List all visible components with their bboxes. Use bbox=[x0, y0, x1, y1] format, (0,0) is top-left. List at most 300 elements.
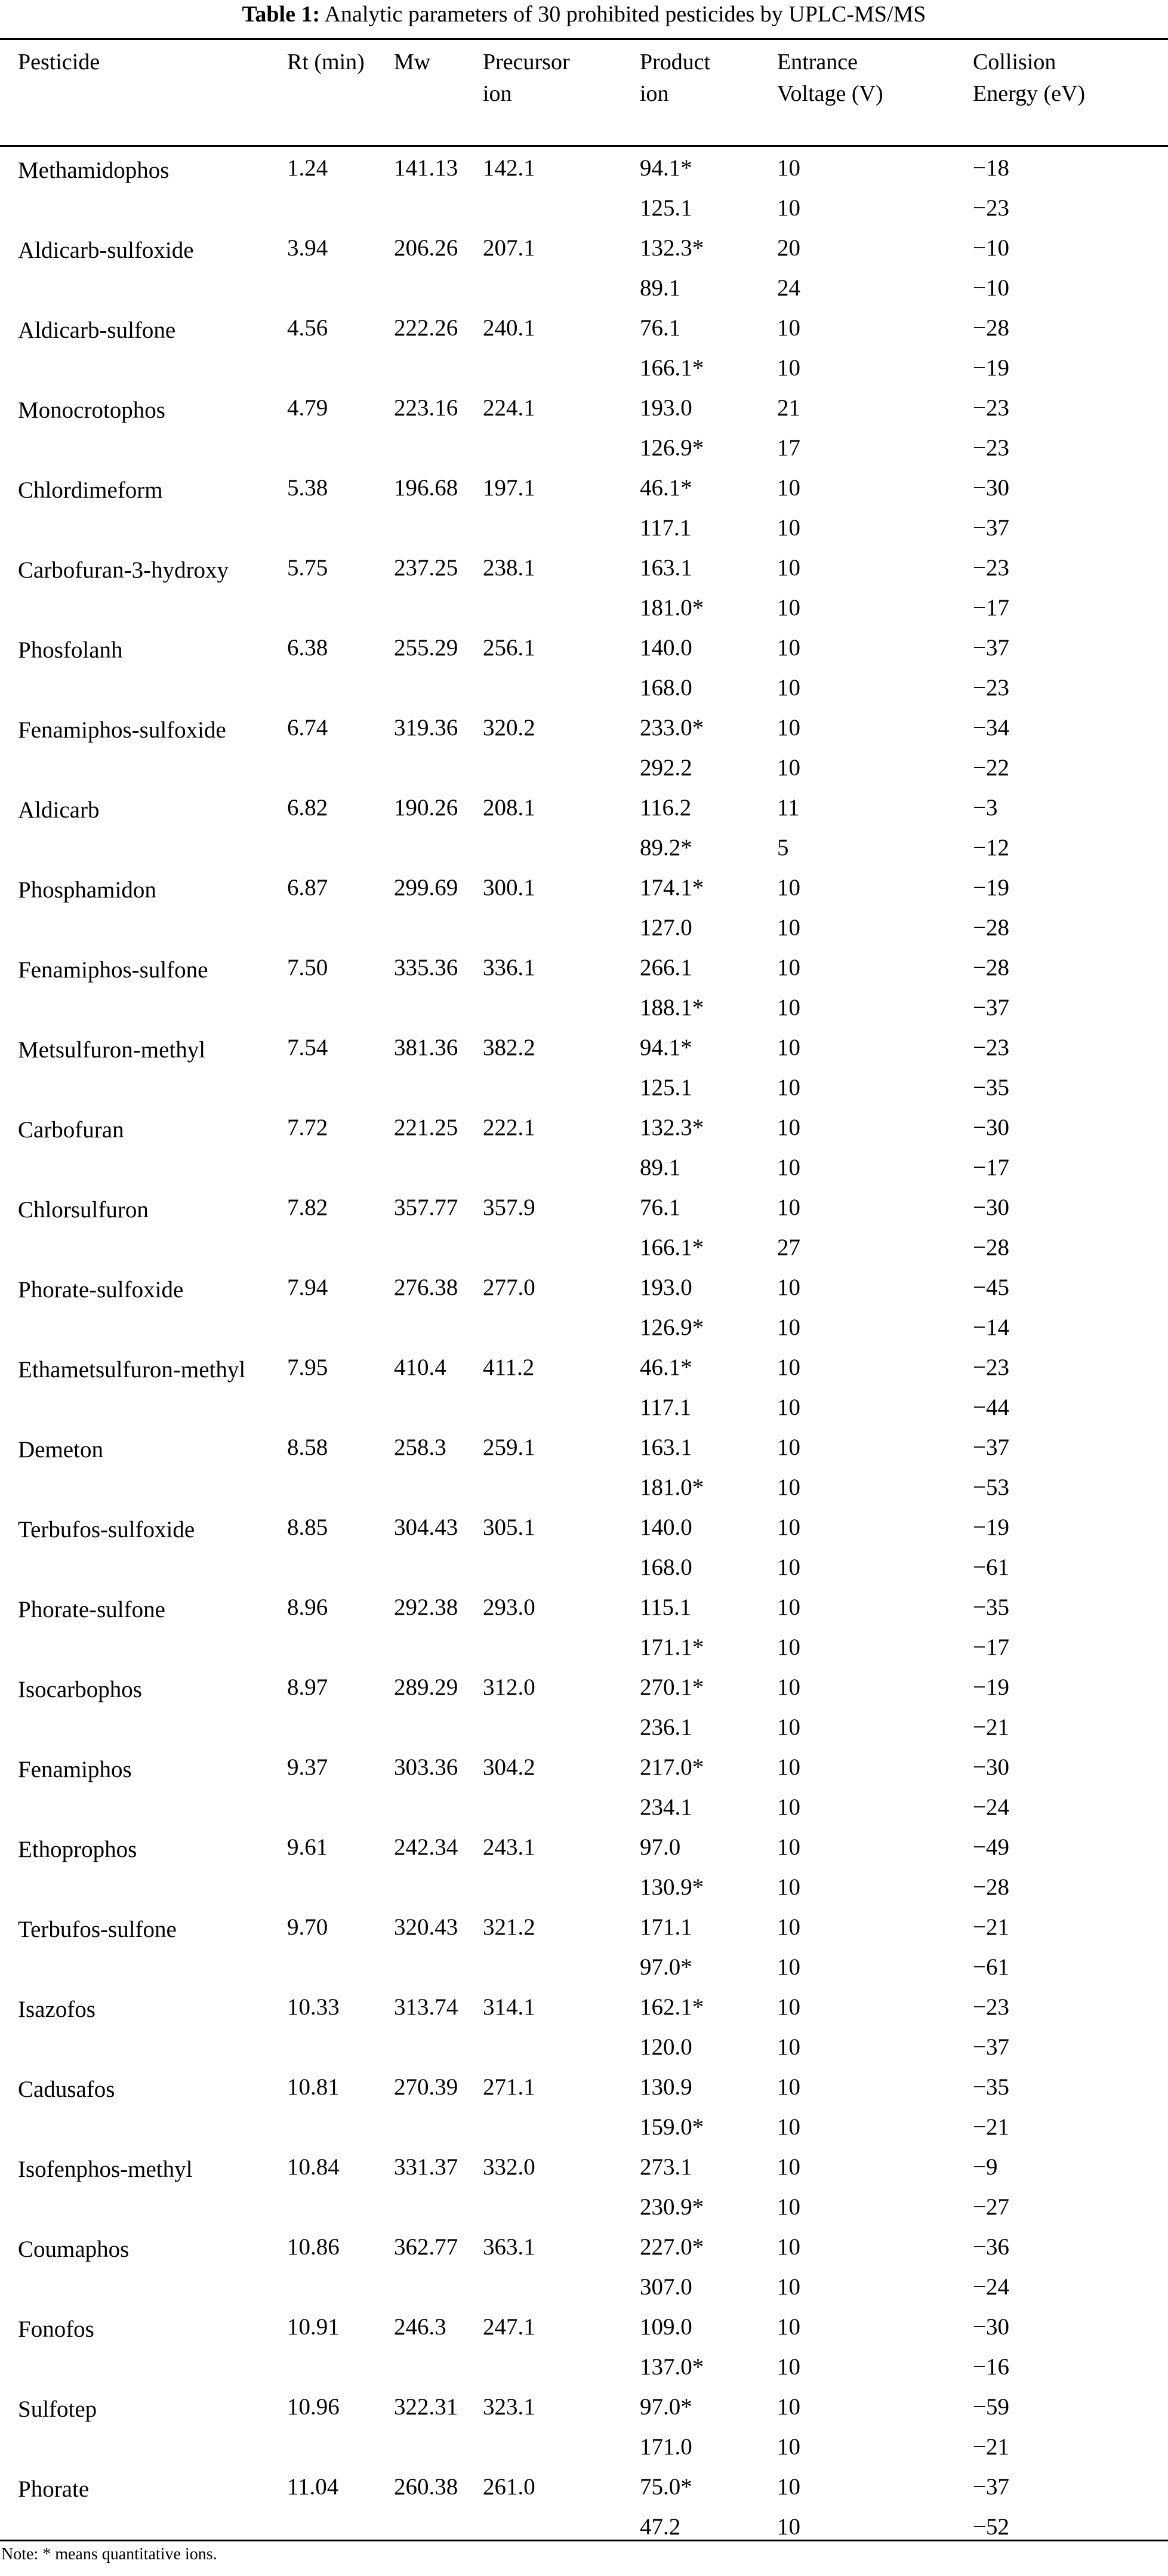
cell-mw: 289.29 bbox=[394, 1674, 458, 1700]
cell-collision-energy: −34 bbox=[973, 715, 1009, 741]
cell-collision-energy: −14 bbox=[973, 1315, 1009, 1340]
cell-collision-energy: −30 bbox=[973, 1195, 1009, 1220]
cell-pesticide: Phorate-sulfoxide bbox=[18, 1277, 184, 1303]
table-row bbox=[0, 1985, 1168, 2025]
cell-product-ion: 227.0* bbox=[640, 2234, 704, 2260]
cell-collision-energy: −10 bbox=[973, 275, 1009, 301]
cell-precursor-ion: 382.2 bbox=[483, 1035, 535, 1060]
cell-collision-energy: −17 bbox=[973, 1155, 1009, 1180]
cell-product-ion: 162.1* bbox=[640, 1994, 704, 2020]
cell-entrance-voltage: 10 bbox=[777, 2474, 800, 2500]
cell-collision-energy: −30 bbox=[973, 1115, 1009, 1140]
cell-entrance-voltage: 10 bbox=[777, 2154, 800, 2180]
cell-precursor-ion: 332.0 bbox=[483, 2154, 535, 2180]
cell-collision-energy: −61 bbox=[973, 1954, 1009, 1980]
cell-mw: 303.36 bbox=[394, 1754, 458, 1780]
table-row bbox=[0, 1865, 1168, 1905]
cell-product-ion: 163.1 bbox=[640, 1434, 692, 1460]
cell-mw: 237.25 bbox=[394, 555, 458, 581]
cell-collision-energy: −21 bbox=[973, 2114, 1009, 2140]
cell-mw: 319.36 bbox=[394, 715, 458, 741]
cell-collision-energy: −3 bbox=[973, 795, 998, 820]
cell-rt: 9.61 bbox=[287, 1834, 328, 1860]
table-row bbox=[0, 2265, 1168, 2304]
cell-product-ion: 171.1* bbox=[640, 1634, 704, 1660]
cell-precursor-ion: 312.0 bbox=[483, 1674, 535, 1700]
cell-entrance-voltage: 10 bbox=[777, 1874, 800, 1900]
cell-collision-energy: −53 bbox=[973, 1474, 1009, 1500]
cell-rt: 7.95 bbox=[287, 1355, 328, 1380]
table-row bbox=[0, 2384, 1168, 2424]
cell-product-ion: 130.9* bbox=[640, 1874, 704, 1900]
cell-mw: 206.26 bbox=[394, 235, 458, 261]
cell-rt: 7.50 bbox=[287, 955, 328, 980]
cell-rt: 7.94 bbox=[287, 1275, 328, 1300]
cell-entrance-voltage: 10 bbox=[777, 1994, 800, 2020]
cell-pesticide: Aldicarb-sulfone bbox=[18, 317, 176, 343]
cell-product-ion: 126.9* bbox=[640, 1315, 704, 1340]
cell-collision-energy: −37 bbox=[973, 995, 1009, 1020]
cell-collision-energy: −37 bbox=[973, 1434, 1009, 1460]
cell-collision-energy: −44 bbox=[973, 1395, 1009, 1420]
cell-mw: 260.38 bbox=[394, 2474, 458, 2500]
cell-entrance-voltage: 10 bbox=[777, 1035, 800, 1060]
cell-precursor-ion: 363.1 bbox=[483, 2234, 535, 2260]
cell-product-ion: 171.1 bbox=[640, 1914, 692, 1940]
table-row bbox=[0, 1625, 1168, 1665]
cell-mw: 304.43 bbox=[394, 1514, 458, 1540]
cell-product-ion: 188.1* bbox=[640, 995, 704, 1020]
cell-product-ion: 159.0* bbox=[640, 2114, 704, 2140]
cell-product-ion: 140.0 bbox=[640, 1514, 692, 1540]
header-mw: Mw bbox=[394, 50, 431, 75]
table-row bbox=[0, 625, 1168, 665]
cell-entrance-voltage: 10 bbox=[777, 915, 800, 940]
cell-pesticide: Coumaphos bbox=[18, 2236, 130, 2262]
cell-pesticide: Chlorsulfuron bbox=[18, 1197, 149, 1223]
table-row bbox=[0, 1705, 1168, 1745]
cell-entrance-voltage: 10 bbox=[777, 1594, 800, 1620]
cell-rt: 10.96 bbox=[287, 2394, 340, 2420]
table-caption bbox=[0, 0, 1168, 29]
cell-collision-energy: −37 bbox=[973, 2474, 1009, 2500]
cell-pesticide: Carbofuran bbox=[18, 1117, 124, 1143]
table-row bbox=[0, 1585, 1168, 1625]
table-row bbox=[0, 345, 1168, 385]
cell-pesticide: Cadusafos bbox=[18, 2077, 115, 2102]
top-rule bbox=[0, 38, 1168, 40]
cell-precursor-ion: 321.2 bbox=[483, 1914, 535, 1940]
cell-collision-energy: −28 bbox=[973, 1874, 1009, 1900]
cell-product-ion: 168.0 bbox=[640, 1554, 692, 1580]
cell-product-ion: 116.2 bbox=[640, 795, 692, 820]
table-row bbox=[0, 306, 1168, 345]
cell-product-ion: 97.0 bbox=[640, 1834, 681, 1860]
cell-entrance-voltage: 10 bbox=[777, 1514, 800, 1540]
table-row bbox=[0, 385, 1168, 425]
cell-entrance-voltage: 10 bbox=[777, 1275, 800, 1300]
cell-entrance-voltage: 10 bbox=[777, 475, 800, 501]
cell-mw: 222.26 bbox=[394, 315, 458, 341]
cell-mw: 335.36 bbox=[394, 955, 458, 980]
cell-precursor-ion: 320.2 bbox=[483, 715, 535, 741]
cell-rt: 8.58 bbox=[287, 1434, 328, 1460]
cell-precursor-ion: 208.1 bbox=[483, 795, 535, 820]
cell-entrance-voltage: 17 bbox=[777, 435, 800, 461]
cell-entrance-voltage: 10 bbox=[777, 1195, 800, 1220]
table-row bbox=[0, 1825, 1168, 1865]
cell-collision-energy: −16 bbox=[973, 2354, 1009, 2380]
cell-product-ion: 130.9 bbox=[640, 2074, 692, 2100]
cell-pesticide: Phosfolanh bbox=[18, 637, 123, 663]
table-row bbox=[0, 1105, 1168, 1145]
table-row bbox=[0, 1025, 1168, 1065]
cell-precursor-ion: 238.1 bbox=[483, 555, 535, 581]
cell-entrance-voltage: 10 bbox=[777, 2394, 800, 2420]
cell-precursor-ion: 271.1 bbox=[483, 2074, 535, 2100]
cell-mw: 381.36 bbox=[394, 1035, 458, 1060]
cell-product-ion: 140.0 bbox=[640, 635, 692, 661]
cell-entrance-voltage: 10 bbox=[777, 635, 800, 661]
cell-pesticide: Metsulfuron-methyl bbox=[18, 1037, 206, 1063]
cell-product-ion: 270.1* bbox=[640, 1674, 704, 1700]
cell-rt: 8.85 bbox=[287, 1514, 328, 1540]
cell-precursor-ion: 222.1 bbox=[483, 1115, 535, 1140]
cell-product-ion: 217.0* bbox=[640, 1754, 704, 1780]
table-row bbox=[0, 905, 1168, 945]
cell-precursor-ion: 261.0 bbox=[483, 2474, 535, 2500]
cell-entrance-voltage: 10 bbox=[777, 1914, 800, 1940]
cell-collision-energy: −23 bbox=[973, 435, 1009, 461]
cell-collision-energy: −59 bbox=[973, 2394, 1009, 2420]
table-row bbox=[0, 1665, 1168, 1705]
cell-entrance-voltage: 10 bbox=[777, 2514, 800, 2540]
cell-rt: 10.81 bbox=[287, 2074, 340, 2100]
cell-product-ion: 307.0 bbox=[640, 2274, 692, 2300]
table-row bbox=[0, 1145, 1168, 1185]
cell-entrance-voltage: 10 bbox=[777, 1155, 800, 1180]
cell-precursor-ion: 411.2 bbox=[483, 1355, 535, 1380]
cell-precursor-ion: 207.1 bbox=[483, 235, 535, 261]
cell-product-ion: 75.0* bbox=[640, 2474, 692, 2500]
cell-collision-energy: −9 bbox=[973, 2154, 998, 2180]
table-row bbox=[0, 945, 1168, 985]
cell-mw: 255.29 bbox=[394, 635, 458, 661]
cell-product-ion: 132.3* bbox=[640, 1115, 704, 1140]
cell-precursor-ion: 240.1 bbox=[483, 315, 535, 341]
cell-collision-energy: −61 bbox=[973, 1554, 1009, 1580]
cell-mw: 292.38 bbox=[394, 1594, 458, 1620]
table-row bbox=[0, 745, 1168, 785]
cell-product-ion: 117.1 bbox=[640, 1395, 692, 1420]
cell-product-ion: 94.1* bbox=[640, 155, 692, 181]
table-row bbox=[0, 1385, 1168, 1425]
cell-product-ion: 125.1 bbox=[640, 1075, 692, 1100]
cell-mw: 141.13 bbox=[394, 155, 458, 181]
table-label: Table 1: bbox=[242, 2, 320, 27]
table-row bbox=[0, 2304, 1168, 2344]
cell-pesticide: Chlordimeform bbox=[18, 477, 163, 503]
cell-precursor-ion: 293.0 bbox=[483, 1594, 535, 1620]
table-row bbox=[0, 2025, 1168, 2065]
cell-product-ion: 126.9* bbox=[640, 435, 704, 461]
cell-product-ion: 97.0* bbox=[640, 1954, 692, 1980]
cell-collision-energy: −17 bbox=[973, 1634, 1009, 1660]
table-row bbox=[0, 2424, 1168, 2464]
table-note: Note: * means quantitative ions. bbox=[1, 2545, 217, 2563]
table-row bbox=[0, 1545, 1168, 1585]
table-row bbox=[0, 2145, 1168, 2185]
table-row bbox=[0, 2344, 1168, 2384]
table-row bbox=[0, 985, 1168, 1025]
cell-entrance-voltage: 10 bbox=[777, 315, 800, 341]
table-row bbox=[0, 1465, 1168, 1505]
table-row bbox=[0, 1905, 1168, 1945]
cell-rt: 6.87 bbox=[287, 875, 328, 900]
table-body bbox=[0, 146, 1168, 2544]
cell-collision-energy: −19 bbox=[973, 1674, 1009, 1700]
cell-collision-energy: −22 bbox=[973, 755, 1009, 780]
cell-mw: 270.39 bbox=[394, 2074, 458, 2100]
table-row bbox=[0, 585, 1168, 625]
table-row bbox=[0, 1065, 1168, 1105]
cell-mw: 331.37 bbox=[394, 2154, 458, 2180]
cell-entrance-voltage: 10 bbox=[777, 555, 800, 581]
cell-entrance-voltage: 10 bbox=[777, 2274, 800, 2300]
table-row bbox=[0, 1305, 1168, 1345]
cell-collision-energy: −36 bbox=[973, 2234, 1009, 2260]
cell-rt: 8.96 bbox=[287, 1594, 328, 1620]
cell-entrance-voltage: 10 bbox=[777, 1714, 800, 1740]
cell-entrance-voltage: 10 bbox=[777, 675, 800, 701]
cell-product-ion: 94.1* bbox=[640, 1035, 692, 1060]
cell-product-ion: 193.0 bbox=[640, 1275, 692, 1300]
cell-collision-energy: −28 bbox=[973, 915, 1009, 940]
cell-entrance-voltage: 10 bbox=[777, 595, 800, 621]
cell-entrance-voltage: 10 bbox=[777, 195, 800, 221]
table-row bbox=[0, 2105, 1168, 2145]
cell-rt: 9.70 bbox=[287, 1914, 328, 1940]
table-row bbox=[0, 425, 1168, 465]
cell-pesticide: Phorate-sulfone bbox=[18, 1597, 165, 1622]
cell-product-ion: 181.0* bbox=[640, 1474, 704, 1500]
bottom-rule bbox=[0, 2540, 1168, 2541]
cell-precursor-ion: 304.2 bbox=[483, 1754, 535, 1780]
cell-entrance-voltage: 10 bbox=[777, 1315, 800, 1340]
cell-collision-energy: −19 bbox=[973, 1514, 1009, 1540]
table-row bbox=[0, 1505, 1168, 1545]
cell-entrance-voltage: 10 bbox=[777, 1634, 800, 1660]
cell-entrance-voltage: 10 bbox=[777, 2354, 800, 2380]
table-row bbox=[0, 146, 1168, 186]
cell-entrance-voltage: 10 bbox=[777, 2314, 800, 2340]
cell-rt: 10.84 bbox=[287, 2154, 340, 2180]
cell-entrance-voltage: 10 bbox=[777, 1395, 800, 1420]
cell-entrance-voltage: 24 bbox=[777, 275, 800, 301]
cell-collision-energy: −17 bbox=[973, 595, 1009, 621]
table-row bbox=[0, 2185, 1168, 2225]
cell-mw: 313.74 bbox=[394, 1994, 458, 2020]
cell-entrance-voltage: 10 bbox=[777, 2114, 800, 2140]
cell-precursor-ion: 336.1 bbox=[483, 955, 535, 980]
cell-mw: 362.77 bbox=[394, 2234, 458, 2260]
cell-rt: 11.04 bbox=[287, 2474, 339, 2500]
table-row bbox=[0, 2464, 1168, 2504]
cell-entrance-voltage: 11 bbox=[777, 795, 800, 820]
cell-rt: 6.38 bbox=[287, 635, 328, 661]
cell-entrance-voltage: 27 bbox=[777, 1235, 800, 1260]
cell-pesticide: Aldicarb-sulfoxide bbox=[18, 237, 194, 263]
cell-product-ion: 89.1 bbox=[640, 275, 681, 301]
cell-product-ion: 193.0 bbox=[640, 395, 692, 421]
cell-entrance-voltage: 10 bbox=[777, 1954, 800, 1980]
cell-collision-energy: −21 bbox=[973, 2434, 1009, 2460]
cell-collision-energy: −30 bbox=[973, 1754, 1009, 1780]
cell-product-ion: 47.2 bbox=[640, 2514, 681, 2540]
cell-precursor-ion: 197.1 bbox=[483, 475, 535, 501]
table-row bbox=[0, 1425, 1168, 1465]
cell-collision-energy: −23 bbox=[973, 195, 1009, 221]
cell-precursor-ion: 256.1 bbox=[483, 635, 535, 661]
cell-product-ion: 76.1 bbox=[640, 315, 681, 341]
table-row bbox=[0, 665, 1168, 705]
cell-collision-energy: −23 bbox=[973, 1035, 1009, 1060]
cell-collision-energy: −21 bbox=[973, 1714, 1009, 1740]
table-row bbox=[0, 266, 1168, 306]
cell-pesticide: Sulfotep bbox=[18, 2396, 97, 2422]
table-row bbox=[0, 1225, 1168, 1265]
cell-mw: 242.34 bbox=[394, 1834, 458, 1860]
cell-pesticide: Demeton bbox=[18, 1437, 103, 1463]
header-entrance-voltage: Entrance Voltage (V) bbox=[777, 50, 883, 106]
cell-pesticide: Phorate bbox=[18, 2476, 90, 2502]
cell-collision-energy: −28 bbox=[973, 315, 1009, 341]
table-row bbox=[0, 1345, 1168, 1385]
cell-pesticide: Ethametsulfuron-methyl bbox=[18, 1357, 246, 1383]
table-row bbox=[0, 825, 1168, 865]
cell-product-ion: 266.1 bbox=[640, 955, 692, 980]
header-rt: Rt (min) bbox=[287, 50, 365, 75]
cell-pesticide: Fenamiphos-sulfoxide bbox=[18, 717, 226, 743]
cell-entrance-voltage: 10 bbox=[777, 1754, 800, 1780]
cell-product-ion: 174.1* bbox=[640, 875, 704, 900]
cell-product-ion: 236.1 bbox=[640, 1714, 692, 1740]
cell-precursor-ion: 142.1 bbox=[483, 155, 535, 181]
cell-rt: 10.86 bbox=[287, 2234, 340, 2260]
cell-product-ion: 137.0* bbox=[640, 2354, 704, 2380]
header-collision-energy: Collision Energy (eV) bbox=[973, 50, 1086, 106]
cell-product-ion: 132.3* bbox=[640, 235, 704, 261]
table-row bbox=[0, 1785, 1168, 1825]
cell-product-ion: 46.1* bbox=[640, 475, 692, 501]
cell-pesticide: Carbofuran-3-hydroxy bbox=[18, 557, 229, 583]
table-row bbox=[0, 2504, 1168, 2544]
cell-collision-energy: −28 bbox=[973, 955, 1009, 980]
cell-product-ion: 46.1* bbox=[640, 1355, 692, 1380]
header-product-ion: Product ion bbox=[640, 50, 711, 106]
cell-entrance-voltage: 10 bbox=[777, 715, 800, 741]
cell-precursor-ion: 300.1 bbox=[483, 875, 535, 900]
cell-rt: 4.56 bbox=[287, 315, 328, 341]
cell-collision-energy: −23 bbox=[973, 675, 1009, 701]
table-title: Analytic parameters of 30 prohibited pesticides by UPLC-MS/MS bbox=[324, 2, 926, 27]
cell-rt: 9.37 bbox=[287, 1754, 328, 1780]
cell-product-ion: 89.1 bbox=[640, 1155, 681, 1180]
cell-pesticide: Terbufos-sulfoxide bbox=[18, 1517, 195, 1542]
cell-product-ion: 97.0* bbox=[640, 2394, 692, 2420]
table-row bbox=[0, 545, 1168, 585]
table-row bbox=[0, 1265, 1168, 1305]
cell-product-ion: 181.0* bbox=[640, 595, 704, 621]
cell-rt: 7.82 bbox=[287, 1195, 328, 1220]
cell-entrance-voltage: 10 bbox=[777, 1794, 800, 1820]
cell-product-ion: 163.1 bbox=[640, 555, 692, 581]
cell-collision-energy: −18 bbox=[973, 155, 1009, 181]
cell-mw: 221.25 bbox=[394, 1115, 458, 1140]
cell-collision-energy: −52 bbox=[973, 2514, 1009, 2540]
cell-mw: 410.4 bbox=[394, 1355, 446, 1380]
cell-collision-energy: −27 bbox=[973, 2194, 1009, 2220]
table-row bbox=[0, 226, 1168, 266]
cell-collision-energy: −35 bbox=[973, 1075, 1009, 1100]
cell-collision-energy: −30 bbox=[973, 475, 1009, 501]
cell-entrance-voltage: 10 bbox=[777, 355, 800, 381]
cell-collision-energy: −12 bbox=[973, 835, 1009, 860]
cell-product-ion: 76.1 bbox=[640, 1195, 681, 1220]
cell-collision-energy: −30 bbox=[973, 2314, 1009, 2340]
cell-collision-energy: −23 bbox=[973, 555, 1009, 581]
cell-product-ion: 230.9* bbox=[640, 2194, 704, 2220]
table-row bbox=[0, 785, 1168, 825]
cell-entrance-voltage: 10 bbox=[777, 1115, 800, 1140]
cell-product-ion: 233.0* bbox=[640, 715, 704, 741]
cell-precursor-ion: 247.1 bbox=[483, 2314, 535, 2340]
cell-pesticide: Isofenphos-methyl bbox=[18, 2157, 193, 2182]
cell-precursor-ion: 259.1 bbox=[483, 1434, 535, 1460]
cell-collision-energy: −24 bbox=[973, 1794, 1009, 1820]
cell-product-ion: 292.2 bbox=[640, 755, 692, 780]
cell-mw: 258.3 bbox=[394, 1434, 446, 1460]
cell-entrance-voltage: 10 bbox=[777, 2434, 800, 2460]
cell-collision-energy: −19 bbox=[973, 355, 1009, 381]
cell-product-ion: 234.1 bbox=[640, 1794, 692, 1820]
cell-entrance-voltage: 21 bbox=[777, 395, 800, 421]
table-row bbox=[0, 1185, 1168, 1225]
table-row bbox=[0, 705, 1168, 745]
cell-rt: 10.33 bbox=[287, 1994, 340, 2020]
cell-entrance-voltage: 10 bbox=[777, 995, 800, 1020]
cell-collision-energy: −35 bbox=[973, 1594, 1009, 1620]
cell-precursor-ion: 323.1 bbox=[483, 2394, 535, 2420]
cell-collision-energy: −28 bbox=[973, 1235, 1009, 1260]
cell-precursor-ion: 277.0 bbox=[483, 1275, 535, 1300]
cell-rt: 6.82 bbox=[287, 795, 328, 820]
cell-product-ion: 125.1 bbox=[640, 195, 692, 221]
cell-mw: 223.16 bbox=[394, 395, 458, 421]
cell-rt: 3.94 bbox=[287, 235, 328, 261]
cell-product-ion: 168.0 bbox=[640, 675, 692, 701]
table-row bbox=[0, 465, 1168, 505]
table-row bbox=[0, 505, 1168, 545]
cell-pesticide: Methamidophos bbox=[18, 158, 170, 183]
cell-collision-energy: −10 bbox=[973, 235, 1009, 261]
cell-entrance-voltage: 10 bbox=[777, 2194, 800, 2220]
table-row bbox=[0, 2065, 1168, 2105]
cell-mw: 246.3 bbox=[394, 2314, 446, 2340]
cell-entrance-voltage: 10 bbox=[777, 875, 800, 900]
cell-rt: 7.72 bbox=[287, 1115, 328, 1140]
cell-product-ion: 115.1 bbox=[640, 1594, 692, 1620]
